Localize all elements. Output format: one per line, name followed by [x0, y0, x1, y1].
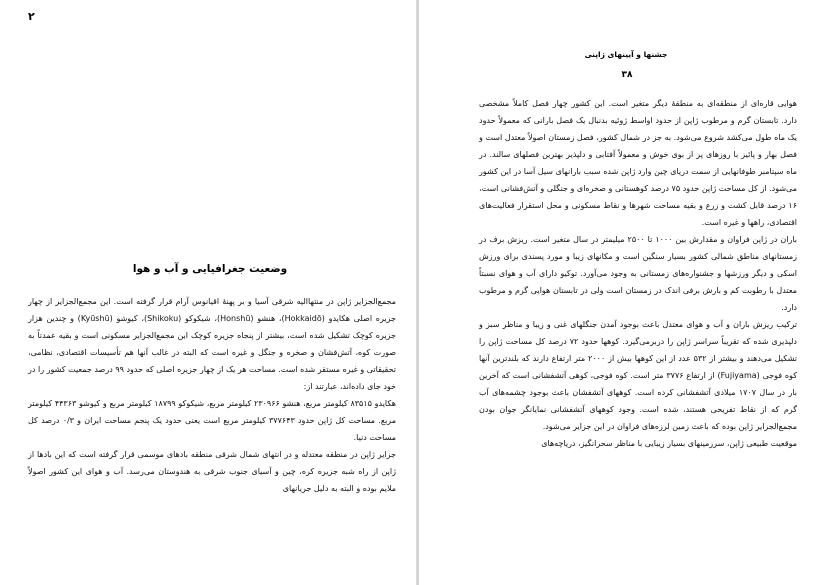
right-paragraph-4: موقعیت طبیعی ژاپن، سرزمینهای بسیار زیبایی با مناظر سحرانگیز، دریاچه‌های [541, 439, 797, 448]
right-paragraph-2: باران در ژاپن فراوان و مقدارش بین ۱۰۰۰ تا ۲۵۰۰ میلیمتر در سال متغیر است. ریزش برف در زمستانهای مناطق شمالی کشور بسیار سنگین است و مکانهای زیبا و مورد پسندی برای ورزش اسکی و دیگر ورزشها و جشنواره‌های زمستانی به وجود می‌آورد. توکیو دارای آب و هوای نسبتاً معتدل با رطوبت کم و بارش برفی اندک در زمستان است ولی در تابستان هوایی گرم و مرطوب دارد. [479, 235, 798, 312]
section-title: وضعیت جغرافیایی و آب و هوا [132, 263, 288, 275]
left-paragraph-2: هکایدو ۸۳۵۱۵ کیلومتر مربع، هنشو ۲۳۰۹۶۶ کیلومتر مربع، شیکوکو ۱۸۷۹۹ کیلومتر مربع و کیوشو ۴۴۳۶۳ کیلومتر مربع. مساحت کل ژاپن حدود ۳۷۷۶۴۳ کیلومتر مربع است یعنی حدود یک پنجم مساحت ایران و ۰/۳ درصد کل مساحت دنیا. [28, 399, 396, 442]
right-paragraph-3: ترکیب ریزش باران و آب و هوای معتدل باعث بوجود آمدن جنگلهای غنی و زیبا و مناظر سبز و دلپذیری شده که تقریباً سراسر ژاپن را دربرمی‌گیرد. کوهها حدود ۷۲ درصد کل مساحت ژاپن را تشکیل می‌دهند و بیشتر از ۵۳۲ عدد از این کوهها بیش از ۲۰۰۰ متر ارتفاع دارند که بلندترین آنها کوه فوجی (Fujiyama) از ارتفاع ۳۷۷۶ متر است. کوه فوجی، کوهی آتشفشانی است که آخرین بار در سال ۱۷۰۷ میلادی آتشفشانی کرده است. کوههای آتشفشان باعث بوجود چشمه‌های آب گرم که از نقاط تفریحی هستند، شده است. وجود کوههای آتشفشانی نمایانگر جوان بودن مجمع‌الجزایر ژاپن بوده که باعث زمین لرزه‌های فراوان در این جزایر می‌شود. [479, 320, 798, 431]
left-page-number: ۲ [28, 10, 35, 23]
running-head: جشنها و آیینهای ژاپنی [584, 50, 668, 59]
right-body-text [479, 95, 797, 452]
right-page [418, 0, 834, 585]
left-page [2, 0, 418, 585]
left-paragraph-3: جزایر ژاپن در منطقه معتدله و در انتهای شمال شرقی منطقه بادهای موسمی قرار گرفته است که این بادها از ژاپن از راه شبه جزیره کره، چین و آسیای جنوب شرقی به هندوستان می‌رسد. آب و هوای این کشور اصولاً ملایم بوده و البته به دلیل جریانهای [28, 450, 396, 493]
right-paragraph-1: هوایی قاره‌ای از منطقه‌ای به منطقهٔ دیگر متغیر است. این کشور چهار فصل کاملاً مشخصی دارد. تابستان گرم و مرطوب ژاپن از حدود اواسط ژوئیه بدنبال یک فصل بارانی که معمولاً حدود یک ماه طول می‌کشد شروع می‌شود. به جز در شمال کشور، فصل زمستان اصولاً معتدل است و فصل بهار و پائیز با روزهای پر از بوی خوش و معمولاً آفتابی و دلپذیر بهترین فصلهای سالند. در ماه سپتامبر طوفانهایی از سمت دریای چین وارد ژاپن شده سبب بارانهای سیل آسا در این کشور می‌شود. از کل مساحت ژاپن حدود ۷۵ درصد کوهستانی و صخره‌ای و جنگلی و آتش‌فشانی است، ۱۶ درصد قابل کشت و زرع و بقیه مساحت شهرها و نقاط مسکونی و محل استقرار فعالیت‌های اقتصادی، راهها و غیره است. [479, 99, 797, 227]
left-paragraph-1: مجمع‌الجزایر ژاپن در منتهاالیه شرقی آسیا و بر پهنهٔ اقیانوس آرام قرار گرفته است. این مجمع‌الجزایر از چهار جزیره اصلی هکایدو (Hokkaidō)، هنشو (Honshū)، شیکوکو (Shikoku)، کیوشو (Kyūshū) و چندین هزار جزیره کوچک تشکیل شده است، بیشتر از پنجاه جزیره کوچک این مجمع‌الجزایر مسکونی است و بقیه عمدتاً به صورت کوه، آتش‌فشان و صخره و جنگل و غیره است که البته در غالب آنها هم تأسیسات اقتصادی، نظامی، تحقیقاتی و غیره مستقر شده است. مساحت هر یک از چهار جزیره اصلی که حدود ۹۹ درصد جمعیت کشور را در خود جای داده‌اند، عبارتند از: [28, 297, 396, 391]
right-page-number: ۳۸ [621, 70, 633, 80]
left-body-text [28, 293, 396, 497]
